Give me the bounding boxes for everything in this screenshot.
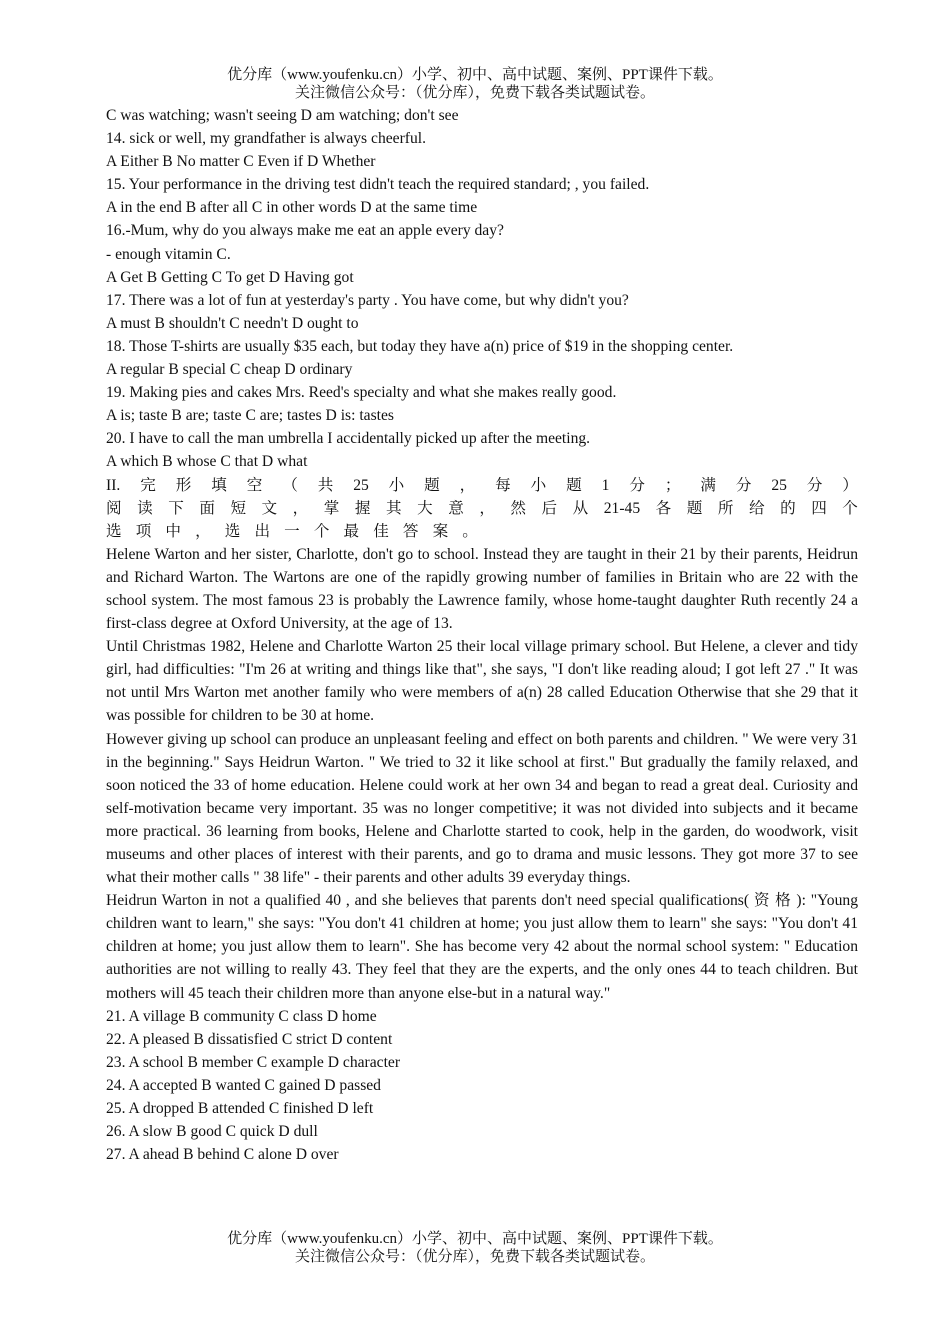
heading-token: 意	[448, 499, 464, 517]
heading-token: 案	[432, 522, 449, 540]
question-line: 15. Your performance in the driving test didn't teach the required standard; , you failed.	[106, 176, 650, 194]
question-lines	[106, 104, 858, 474]
heading-token: 佳	[373, 522, 389, 540]
heading-token: 小	[530, 476, 547, 494]
heading-token: 掌	[323, 499, 340, 517]
heading-token: 短	[230, 499, 247, 517]
question-line: C was watching; wasn't seeing D am watching; don't see	[106, 107, 459, 124]
heading-token: 。	[462, 522, 478, 540]
question-line: 20. I have to call the man umbrella I accidentally picked up after the meeting.	[106, 430, 591, 448]
heading-token: ；	[664, 476, 681, 494]
option-line: 24. A accepted B wanted C gained D passed	[106, 1076, 381, 1094]
heading-token: 其	[385, 499, 402, 517]
heading-token: 四	[811, 499, 827, 517]
heading-token: 个	[313, 522, 330, 540]
cloze-passage	[106, 543, 858, 1005]
document-body	[106, 104, 858, 1166]
question-line: 16.-Mum, why do you always make me eat an apple every day?	[106, 222, 504, 240]
heading-token: 满	[700, 476, 716, 494]
heading-token: 读	[137, 499, 153, 517]
heading-token: 分	[806, 476, 823, 494]
option-line: 23. A school B member C example D character	[106, 1053, 401, 1071]
option-line: 21. A village B community C class D home	[106, 1007, 377, 1025]
heading-token: 一	[284, 522, 300, 540]
heading-token: II.	[106, 476, 121, 494]
question-line: - enough vitamin C.	[106, 245, 231, 263]
heading-token: 小	[388, 476, 405, 494]
question-line: A which B whose C that D what	[106, 453, 308, 471]
heading-token: 答	[402, 522, 419, 540]
heading-token: 各	[655, 499, 672, 517]
heading-token: 题	[686, 499, 703, 517]
heading-token: ）	[842, 476, 858, 494]
heading-token: 形	[175, 476, 192, 494]
heading-token: 握	[354, 499, 371, 517]
section-instruction-line-1	[106, 497, 858, 520]
heading-token: 大	[417, 499, 433, 517]
heading-token: 完	[140, 476, 156, 494]
heading-token: 题	[566, 476, 582, 494]
heading-token: 下	[168, 499, 184, 517]
question-line: A Either B No matter C Even if D Whether	[106, 153, 376, 171]
option-line: 27. A ahead B behind C alone D over	[106, 1146, 339, 1164]
heading-token: 给	[748, 499, 765, 517]
heading-token: 分	[629, 476, 645, 494]
page-header	[0, 66, 950, 102]
heading-token: 然	[510, 499, 527, 517]
heading-token: 从	[572, 499, 589, 517]
heading-token: 所	[717, 499, 734, 517]
heading-token: 文	[261, 499, 278, 517]
question-line: A must B shouldn't C needn't D ought to	[106, 314, 359, 332]
option-line: 25. A dropped B attended C finished D left	[106, 1100, 374, 1118]
footer-line-1: 优分库（www.youfenku.cn）小学、初中、高中试题、案例、PPT课件下载。	[227, 1231, 723, 1247]
heading-token: ，	[479, 499, 495, 517]
passage-paragraph: Helene Warton and her sister, Charlotte, don't go to school. Instead they are taught in their 21 by their parents, Heidrun and Richard Warton. The Wartons are one of the rapidly growing number of families in Britain who are 22 with the school system. The most famous 23 is probably the Lawrence family, whose home-taught daughter Ruth recently 24 a first-class degree at Oxford University, at the age of 13.	[106, 545, 858, 633]
heading-token: 21-45	[603, 499, 641, 517]
question-line: 14. sick or well, my grandfather is always cheerful.	[106, 130, 426, 148]
heading-token: ，	[459, 476, 476, 494]
heading-token: 25	[771, 476, 787, 494]
passage-paragraph: Heidrun Warton in not a qualified 40 , and she believes that parents don't need special qualifications( 资 格 ): "Young children want to learn," she says: "You don't 41 children at home; you just allow them to learn" she says: "You don't 41 children at home; you just allow them to learn". She has become very 42 about the normal school system: " Education authorities are not willing to really 43. They feel that they are the experts, and the only ones 44 to teach children. But mothers will 45 teach their children more than anyone else-but in a natural way."	[106, 892, 858, 1002]
page-footer	[0, 1230, 950, 1266]
heading-token: 后	[541, 499, 558, 517]
section-heading	[106, 474, 858, 497]
footer-line-2: 关注微信公众号：（优分库），免费下载各类试题试卷。	[294, 1249, 655, 1265]
option-line: 26. A slow B good C quick D dull	[106, 1123, 318, 1141]
heading-token: 选	[224, 522, 241, 540]
heading-token: 1	[601, 476, 610, 494]
heading-token: 25	[353, 476, 369, 494]
header-line-1: 优分库（www.youfenku.cn）小学、初中、高中试题、案例、PPT课件下载。	[227, 67, 723, 83]
heading-token: 出	[254, 522, 271, 540]
heading-token: 面	[199, 499, 215, 517]
cloze-options	[106, 1005, 858, 1167]
question-line: A Get B Getting C To get D Having got	[106, 268, 354, 286]
heading-token: ，	[195, 522, 211, 540]
question-line: A regular B special C cheap D ordinary	[106, 361, 353, 379]
question-line: A is; taste B are; taste C are; tastes D is: tastes	[106, 407, 394, 425]
heading-token: 题	[424, 476, 440, 494]
question-line: 19. Making pies and cakes Mrs. Reed's specialty and what she makes really good.	[106, 384, 617, 402]
heading-token: 的	[780, 499, 796, 517]
question-line: 18. Those T-shirts are usually $35 each, but today they have a(n) price of $19 in the shopping center.	[106, 337, 734, 355]
question-line: A in the end B after all C in other words D at the same time	[106, 199, 478, 217]
heading-token: 空	[246, 476, 263, 494]
question-line: 17. There was a lot of fun at yesterday's party . You have come, but why didn't you?	[106, 291, 629, 309]
heading-token: 每	[495, 476, 511, 494]
section-instruction-line-2	[106, 520, 478, 543]
heading-token: （	[282, 476, 298, 494]
passage-paragraph: Until Christmas 1982, Helene and Charlotte Warton 25 their local village primary school. But Helene, a clever and tidy girl, had difficulties: "I'm 26 at writing and things like that", she says, "I don't like reading aloud; I got left 27 ." It was not until Mrs Warton met another family who were members of a(n) 28 called Education Otherwise that she 29 that it was possible for children to be 30 at home.	[106, 638, 858, 725]
heading-token: 最	[343, 522, 360, 540]
heading-token: 中	[165, 522, 181, 540]
heading-token: 填	[211, 476, 227, 494]
heading-token: 个	[842, 499, 858, 517]
passage-paragraph: However giving up school can produce an unpleasant feeling and effect on both parents and children. " We were very 31 in the beginning." Says Heidrun Warton. " We tried to 32 it like school at first." But gradually the family relaxed, and soon noticed the 33 of home education. Helene could work at her own 34 and began to read a great deal. Curiosity and self-motivation became very important. 35 was no longer competitive; it was not divided into subjects and it became more practical. 36 learning from books, Helene and Charlotte started to cook, help in the garden, do woodwork, visit museums and other places of interest with their parents, and go to drama and music lessons. They got more 37 to see what their mother calls " 38 life" - their parents and other adults 39 everyday things.	[106, 730, 858, 887]
header-line-2: 关注微信公众号：（优分库），免费下载各类试题试卷。	[294, 85, 655, 101]
option-line: 22. A pleased B dissatisfied C strict D content	[106, 1030, 393, 1048]
heading-token: 选	[106, 522, 122, 540]
heading-token: ，	[292, 499, 309, 517]
heading-token: 项	[135, 522, 152, 540]
heading-token: 阅	[106, 499, 122, 517]
heading-token: 共	[317, 476, 334, 494]
heading-token: 分	[735, 476, 752, 494]
